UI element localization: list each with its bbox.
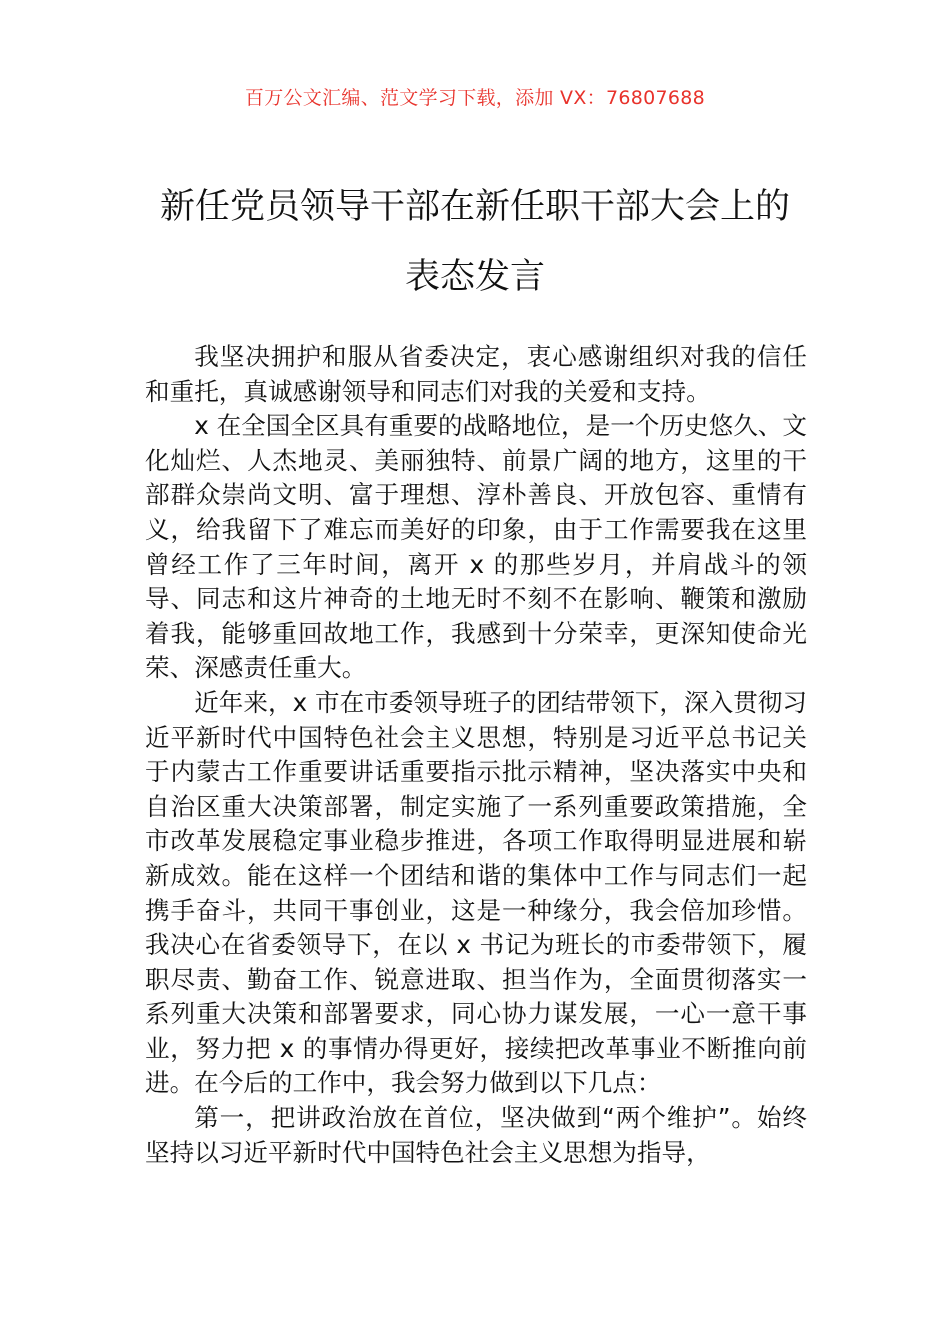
title-line-2: 表态发言 bbox=[404, 257, 545, 297]
paragraph-background: x 在全国全区具有重要的战略地位，是一个历史悠久、文化灿烂、人杰地灵、美丽独特、前景广阔的地方，这里的干部群众崇尚文明、富于理想、淳朴善良、开放包容、重情有义，给我留下了难忘而美好的印象，由于工作需要我在这里曾经工作了三年时间，离开 x 的那些岁月，并肩战斗的领导、同志和这片神奇的土地无时不刻不在影响、鞭策和激励着我，能够重回故地工作，我感到十分荣幸，更深知使命光荣、深感责任重大。 bbox=[145, 411, 807, 683]
title-line-1: 新任党员领导干部在新任职干部大会上的 bbox=[159, 187, 790, 227]
document-body bbox=[145, 340, 807, 1170]
paragraph-intro: 我坚决拥护和服从省委决定，衷心感谢组织对我的信任和重托，真诚感谢领导和同志们对我的关爱和支持。 bbox=[145, 342, 807, 406]
page-title bbox=[120, 172, 830, 312]
watermark-header: 百万公文汇编、范文学习下载，添加 VX：76807688 bbox=[244, 87, 706, 109]
paragraph-recent-years: 近年来，x 市在市委领导班子的团结带领下，深入贯彻习近平新时代中国特色社会主义思想，特别是习近平总书记关于内蒙古工作重要讲话重要指示批示精神，坚决落实中央和自治区重大决策部署，制定实施了一系列重要政策措施，全市改革发展稳定事业稳步推进，各项工作取得明显进展和崭新成效。能在这样一个团结和谐的集体中工作与同志们一起携手奋斗，共同干事创业，这是一种缘分，我会倍加珍惜。我决心在省委领导下，在以 x 书记为班长的市委带领下，履职尽责、勤奋工作、锐意进取、担当作为，全面贯彻落实一系列重大决策和部署要求，同心协力谋发展，一心一意干事业，努力把 x 的事情办得更好，接续把改革事业不断推向前进。在今后的工作中，我会努力做到以下几点： bbox=[145, 687, 807, 1098]
paragraph-point-one: 第一，把讲政治放在首位，坚决做到“两个维护”。始终坚持以习近平新时代中国特色社会主义思想为指导， bbox=[145, 1103, 807, 1167]
